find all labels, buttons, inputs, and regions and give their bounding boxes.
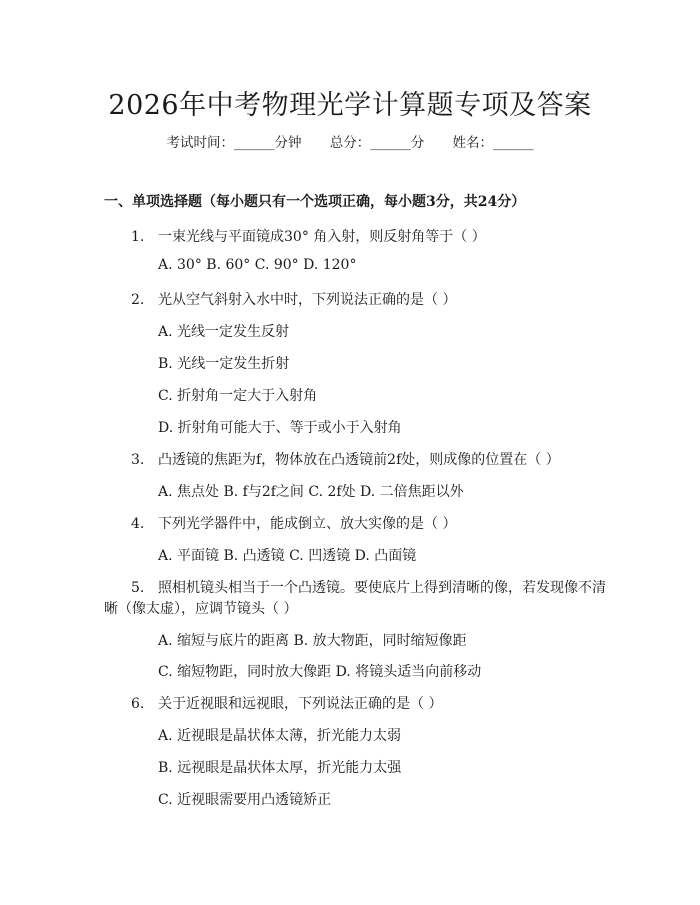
page-title: 2026年中考物理光学计算题专项及答案 — [108, 90, 592, 121]
question-6-option-c: C. 近视眼需要用凸透镜矫正 — [158, 792, 332, 808]
question-number: 1. — [131, 229, 145, 245]
question-1-options: A. 30° B. 60° C. 90° D. 120° — [158, 257, 357, 273]
question-2 — [131, 289, 456, 309]
exam-time: 考试时间：______分钟 — [166, 135, 302, 151]
question-text: 照相机镜头相当于一个凸透镜。要使底片上得到清晰的像，若发现像不清 — [158, 580, 606, 596]
question-6 — [131, 693, 442, 713]
question-6-option-b: B. 远视眼是晶状体太厚，折光能力太强 — [158, 760, 402, 776]
question-4-options: A. 平面镜 B. 凸透镜 C. 凹透镜 D. 凸面镜 — [158, 548, 417, 564]
question-text: 一束光线与平面镜成30° 角入射，则反射角等于（ ） — [158, 229, 486, 245]
question-number: 4. — [131, 516, 145, 532]
question-5-options-ab: A. 缩短与底片的距离 B. 放大物距，同时缩短像距 — [158, 633, 467, 649]
question-5-continued: 晰（像太虚），应调节镜头（ ） — [104, 601, 298, 617]
question-text: 光从空气斜射入水中时，下列说法正确的是（ ） — [158, 292, 457, 308]
exam-meta — [0, 131, 700, 151]
question-4 — [131, 513, 456, 533]
question-number: 3. — [131, 452, 145, 468]
section-heading: 一、单项选择题（每小题只有一个选项正确，每小题3分，共24分） — [104, 194, 526, 210]
question-text: 下列光学器件中，能成倒立、放大实像的是（ ） — [158, 516, 457, 532]
question-number: 5. — [131, 580, 145, 596]
exam-total-score: 总分：______分 — [329, 135, 425, 151]
question-number: 6. — [131, 696, 145, 712]
question-2-option-a: A. 光线一定发生反射 — [158, 324, 290, 340]
student-name: 姓名：______ — [452, 135, 534, 151]
question-1 — [131, 226, 486, 246]
question-number: 2. — [131, 292, 145, 308]
question-text: 凸透镜的焦距为f，物体放在凸透镜前2f处，则成像的位置在（ ） — [158, 452, 560, 468]
question-5 — [131, 577, 606, 597]
question-5-options-cd: C. 缩短物距，同时放大像距 D. 将镜头适当向前移动 — [158, 664, 482, 680]
question-6-option-a: A. 近视眼是晶状体太薄，折光能力太弱 — [158, 728, 402, 744]
question-3 — [131, 449, 560, 469]
question-2-option-d: D. 折射角可能大于、等于或小于入射角 — [158, 420, 402, 436]
question-2-option-c: C. 折射角一定大于入射角 — [158, 388, 318, 404]
question-text: 关于近视眼和远视眼，下列说法正确的是（ ） — [158, 696, 443, 712]
question-2-option-b: B. 光线一定发生折射 — [158, 356, 290, 372]
question-3-options: A. 焦点处 B. f与2f之间 C. 2f处 D. 二倍焦距以外 — [158, 484, 464, 500]
